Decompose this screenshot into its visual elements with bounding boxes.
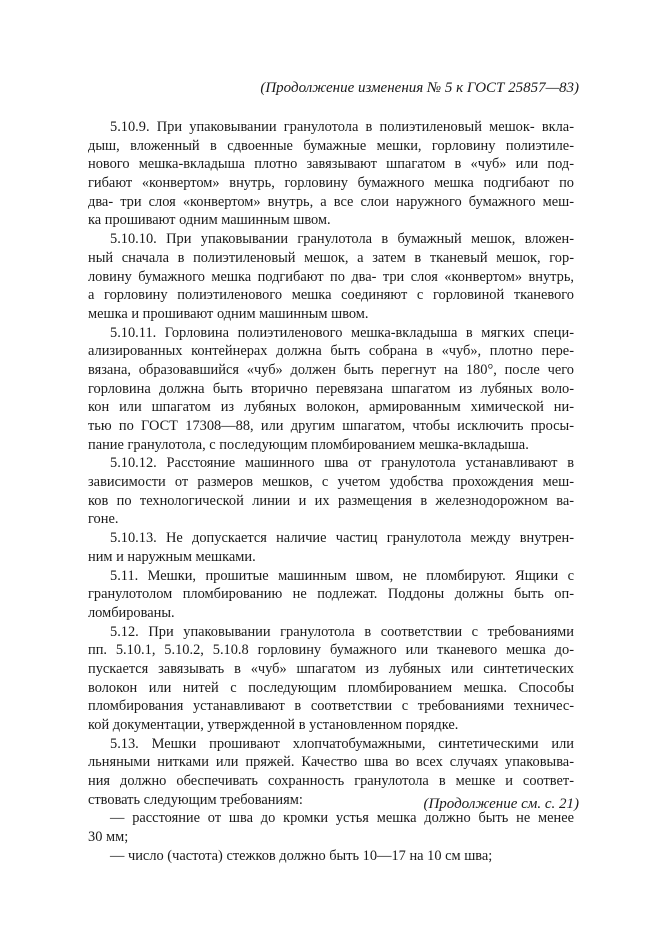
text-line: ализированных контейнерах должна быть собрана в «чуб», плотно пере- — [88, 343, 574, 360]
text-line: пп. 5.10.1, 5.10.2, 5.10.8 горловину бумажного или тканевого мешка до- — [88, 642, 574, 659]
paragraph-5.10.11 — [88, 324, 574, 455]
paragraph-5.12 — [88, 623, 574, 735]
text-line: ствовать следующим требованиям: — [88, 791, 303, 808]
text-line: 30 мм; — [88, 829, 129, 846]
text-line: нового мешка-вкладыша плотно завязывают шпагатом в «чуб» или под- — [88, 156, 574, 173]
text-line: а горловину полиэтиленового мешка соединяют с горловиной тканевого — [88, 287, 574, 304]
text-line: ним и наружным мешками. — [88, 548, 256, 565]
text-line: два- три слоя «конвертом» внутрь, а все слои наружного бумажного меш- — [88, 193, 574, 210]
document-body — [88, 118, 574, 866]
page-footer-continuation: (Продолжение см. с. 21) — [423, 796, 579, 812]
text-line: ломбированы. — [88, 604, 175, 621]
paragraph-5.10.12 — [88, 454, 574, 529]
text-line: гранулотолом пломбированию не подлежат. Поддоны должны быть оп- — [88, 586, 574, 603]
text-line: ный сначала в полиэтиленовый мешок, а затем в тканевый мешок, гор- — [88, 249, 574, 266]
text-line: — число (частота) стежков должно быть 10—17 на 10 см шва; — [110, 847, 493, 864]
text-line: пускается завязывать в «чуб» шпагатом из лубяных или синтетических — [88, 660, 574, 677]
text-line: мешка и прошивают одним машинным швом. — [88, 305, 369, 322]
text-line: ка прошивают одним машинным швом. — [88, 212, 331, 229]
text-line: ния должно обеспечивать сохранность гранулотола в мешке и соответ- — [88, 773, 574, 790]
text-line: ков по технологической линии и их размещения в железнодорожном ва- — [88, 492, 574, 509]
text-line: тью по ГОСТ 17308—88, или другим шпагатом, чтобы исключить просы- — [88, 418, 574, 434]
paragraph-dash-2 — [88, 847, 574, 866]
text-line: гибают «конвертом» внутрь, горловину бумажного мешка подгибают по — [88, 175, 574, 192]
text-line: вязана, образовавшийся «чуб» должен быть перегнут на 180°, после чего — [88, 361, 574, 378]
paragraph-dash-1 — [88, 809, 574, 846]
text-line: кой документации, утвержденной в установленном порядке. — [88, 717, 459, 733]
text-line: горловина должна быть вторично перевязана шпагатом из лубяных воло- — [88, 380, 574, 397]
text-line: 5.13. Мешки прошивают хлопчатобумажными, синтетическими или — [110, 735, 574, 752]
text-line: пломбирования устанавливают в соответствии с требованиями техничес- — [88, 698, 574, 715]
text-line: 5.10.12. Расстояние машинного шва от гранулотола устанавливают в — [110, 455, 574, 472]
paragraph-5.10.10 — [88, 230, 574, 323]
paragraph-5.10.9 — [88, 118, 574, 230]
text-line: льняными нитками или пряжей. Качество шва во всех случаях упаковыва- — [88, 754, 574, 771]
text-line: ловину бумажного мешка подгибают по два- три слоя «конвертом» внутрь, — [88, 268, 574, 285]
text-line: 5.11. Мешки, прошитые машинным швом, не пломбируют. Ящики с — [110, 567, 574, 584]
text-line: 5.10.9. При упаковывании гранулотола в полиэтиленовый мешок- вкла- — [110, 119, 574, 135]
text-line: кон или шпагатом из лубяных волокон, армированным химической ни- — [88, 399, 574, 416]
text-line: гоне. — [88, 511, 119, 528]
text-line: 5.10.10. При упаковывании гранулотола в бумажный мешок, вложен- — [110, 231, 574, 248]
text-line: 5.10.11. Горловина полиэтиленового мешка-вкладыша в мягких специ- — [110, 324, 574, 341]
paragraph-5.11 — [88, 567, 574, 623]
text-line: дыш, вложенный в сдвоенные бумажные мешки, горловину полиэтиле- — [88, 137, 574, 154]
text-line: 5.10.13. Не допускается наличие частиц гранулотола между внутрен- — [110, 530, 574, 547]
text-line: пание гранулотола, с последующим пломбированием мешка-вкладыша. — [88, 436, 529, 453]
page-header-continuation: (Продолжение изменения № 5 к ГОСТ 25857—83) — [260, 80, 579, 96]
text-line: — расстояние от шва до кромки устья мешка должно быть не менее — [110, 810, 574, 827]
paragraph-5.10.13 — [88, 529, 574, 566]
text-line: 5.12. При упаковывании гранулотола в соответствии с требованиями — [110, 623, 574, 640]
text-line: зависимости от размеров мешков, с учетом удобства прохождения меш- — [88, 474, 574, 491]
text-line: волокон или нитей с последующим пломбированием мешка. Способы — [88, 679, 574, 696]
